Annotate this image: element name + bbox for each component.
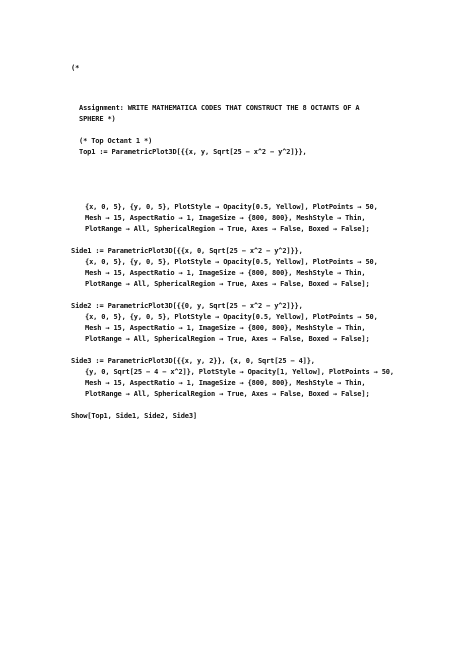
- side3-definition: Side3 := ParametricPlot3D[{{x, y, 2}}, {x, 0, Sqrt[25 − 4]},: [71, 357, 315, 365]
- side1-args-line-3: PlotRange → All, SphericalRegion → True, Axes → False, Boxed → False];: [85, 280, 370, 288]
- side2-args-line-2: Mesh → 15, AspectRatio → 1, ImageSize → {800, 800}, MeshStyle → Thin,: [85, 324, 366, 332]
- side3-args-line-3: PlotRange → All, SphericalRegion → True, Axes → False, Boxed → False];: [85, 390, 370, 398]
- side1-args-line-1: {x, 0, 5}, {y, 0, 5}, PlotStyle → Opacity[0.5, Yellow], PlotPoints → 50,: [85, 258, 378, 266]
- top1-args-line-1: {x, 0, 5}, {y, 0, 5}, PlotStyle → Opacity[0.5, Yellow], PlotPoints → 50,: [85, 203, 378, 211]
- show-statement: Show[Top1, Side1, Side2, Side3]: [71, 412, 197, 420]
- top1-args-line-3: PlotRange → All, SphericalRegion → True, Axes → False, Boxed → False];: [85, 225, 370, 233]
- top1-definition: Top1 := ParametricPlot3D[{{x, y, Sqrt[25 − x^2 − y^2]}},: [79, 148, 307, 156]
- comment-open: (*: [71, 64, 80, 72]
- side1-definition: Side1 := ParametricPlot3D[{{x, 0, Sqrt[25 − x^2 − y^2]}},: [71, 247, 303, 255]
- side1-args-line-2: Mesh → 15, AspectRatio → 1, ImageSize → {800, 800}, MeshStyle → Thin,: [85, 269, 366, 277]
- side2-args-line-1: {x, 0, 5}, {y, 0, 5}, PlotStyle → Opacity[0.5, Yellow], PlotPoints → 50,: [85, 313, 378, 321]
- side3-args-line-1: {y, 0, Sqrt[25 − 4 − x^2]}, PlotStyle → Opacity[1, Yellow], PlotPoints → 50,: [85, 368, 394, 376]
- top-octant-comment: (* Top Octant 1 *): [79, 137, 153, 145]
- assignment-line-1: Assignment: WRITE MATHEMATICA CODES THAT CONSTRUCT THE 8 OCTANTS OF A: [79, 104, 360, 112]
- side3-args-line-2: Mesh → 15, AspectRatio → 1, ImageSize → {800, 800}, MeshStyle → Thin,: [85, 379, 366, 387]
- assignment-line-2: SPHERE *): [79, 115, 116, 123]
- top1-args-line-2: Mesh → 15, AspectRatio → 1, ImageSize → {800, 800}, MeshStyle → Thin,: [85, 214, 366, 222]
- side2-args-line-3: PlotRange → All, SphericalRegion → True, Axes → False, Boxed → False];: [85, 335, 370, 343]
- side2-definition: Side2 := ParametricPlot3D[{{0, y, Sqrt[25 − x^2 − y^2]}},: [71, 302, 303, 310]
